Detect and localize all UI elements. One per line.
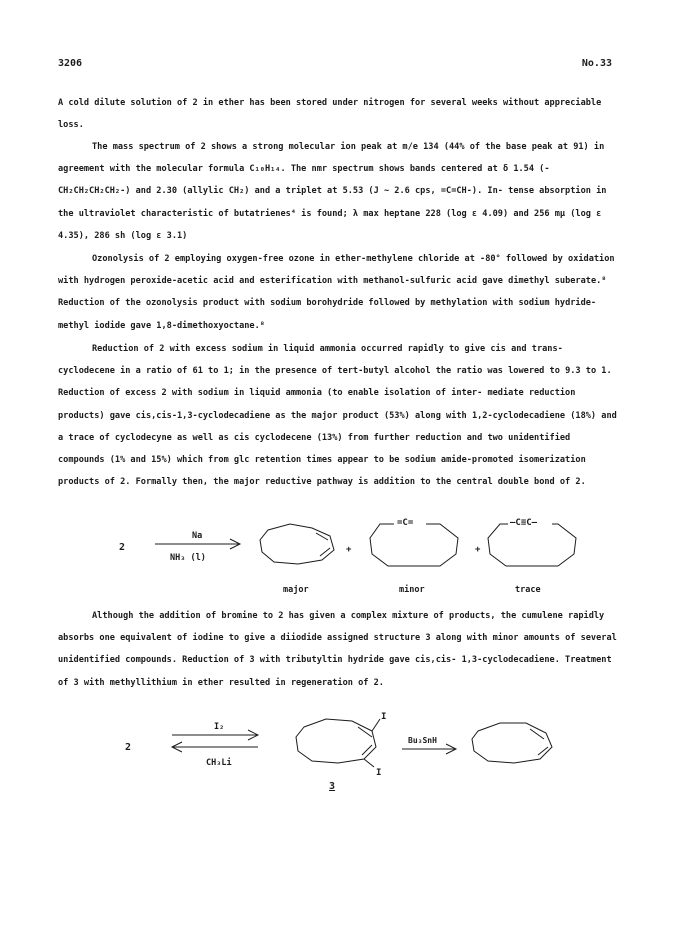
- bond-iodine: [372, 719, 380, 731]
- text-line: Reduction of 2 with excess sodium in liquid ammonia occurred rapidly to give cis and trans-: [92, 344, 563, 354]
- reactant-label: 2: [119, 542, 126, 553]
- paragraph-iodine: [58, 605, 618, 694]
- caption-minor: minor: [399, 585, 425, 595]
- text-line: sodium amide-promoted isomerization products of 2. Formally then, the major reductive pathway is: [58, 455, 586, 488]
- cyclodecadiene-allene-structure: [370, 524, 458, 566]
- iodination-scheme: [0, 705, 680, 795]
- text-line: tense absorption in the ultraviolet characteristic of butatrienes⁴ is found; λ max heptane 228 (log ε: [58, 186, 607, 219]
- bond-iodine: [364, 759, 374, 767]
- text-line: to 9.3 to 1. Reduction of excess 2 with sodium in liquid ammonia (to enable isolation of inter-: [58, 366, 612, 399]
- paragraph-ozonolysis: [58, 248, 618, 337]
- text-line: The mass spectrum of 2 shows a strong molecular ion peak at m/e 134 (44% of the base peak: [92, 142, 553, 152]
- reagent-ammonia: NH₃ (l): [170, 553, 206, 563]
- reagent-methyllithium: CH₃Li: [206, 758, 232, 768]
- double-bond: [538, 747, 548, 755]
- text-line: dimethyl suberate.⁸ Reduction of the ozonolysis product with sodium borohydride followed by: [58, 276, 607, 309]
- issue-number: No.33: [581, 58, 612, 69]
- cyclodecadiene-product: [472, 723, 552, 763]
- text-line: methylation with sodium hydride-methyl iodide gave 1,8-dimethoxyoctane.⁸: [58, 298, 597, 331]
- reagent-tributyltin: Bu₃SnH: [408, 736, 437, 745]
- cyclodecyne-structure: [488, 524, 576, 566]
- text-line: addition to the central double bond of 2.: [373, 477, 586, 488]
- page-number: 3206: [58, 58, 83, 69]
- reduction-scheme: [0, 510, 680, 600]
- text-line: A cold dilute solution of 2 in ether has been stored under nitrogen for several weeks without: [58, 98, 540, 108]
- text-line: appreciable loss.: [58, 98, 602, 131]
- caption-major: major: [283, 585, 309, 595]
- text-line: δ 1.54 (-CH₂CH₂CH₂CH₂-) and 2.30 (allylic CH₂) and a triplet at 5.53 (J ~ 2.6 cps, =C=CH-). In-: [58, 164, 550, 197]
- reagent-iodine: I₂: [214, 722, 225, 732]
- text-line: Although the addition of bromine to 2 has given a complex mixture of products, the cumulene: [92, 611, 563, 621]
- iodine-substituent: I: [381, 712, 387, 722]
- text-line: 4.09) and 256 mμ (log ε 4.35), 286 sh (log ε 3.1): [58, 208, 602, 241]
- double-bond: [362, 745, 372, 755]
- text-line: amounts of several unidentified compounds. Reduction of 3 with tributyltin hydride gave cis,cis-: [58, 633, 617, 666]
- iodine-substituent: I: [376, 768, 382, 778]
- text-line: cyclodecene in a ratio of 61 to 1; in the presence of tert-butyl alcohol the ratio was lowered: [58, 366, 545, 377]
- cyclodecadiene-structure: [260, 524, 334, 564]
- alkyne-label: —C≡C—: [510, 518, 538, 528]
- caption-trace: trace: [515, 585, 541, 595]
- allene-label: =C=: [397, 518, 414, 528]
- plus-sign: +: [475, 545, 481, 555]
- text-line: Ozonolysis of 2 employing oxygen-free ozone in ether-methylene chloride at -80° followed by: [92, 254, 563, 264]
- plus-sign: +: [346, 545, 352, 555]
- text-line: 1,2-cyclodecadiene (18%) and a trace of cyclodecyne as well as cis cyclodecene (13%) from further: [58, 410, 617, 443]
- compound-number: 3: [329, 781, 336, 792]
- paragraph-reduction: [58, 338, 618, 493]
- text-line: reduction and two unidentified compounds (1% and 15%) which from glc retention times appear to be: [58, 432, 571, 466]
- text-line: at 91) in agreement with the molecular formula C₁₀H₁₄. The nmr spectrum shows bands centered at: [58, 142, 605, 175]
- text-line: oxidation with hydrogen peroxide-acetic acid and esterification with methanol-sulfuric acid gave: [58, 254, 615, 287]
- text-line: mediate reduction products) gave cis,cis-1,3-cyclodecadiene as the major product (53%) along with: [58, 388, 576, 421]
- paragraph-storage: [58, 92, 618, 136]
- reagent-sodium: Na: [192, 531, 203, 541]
- double-bond: [358, 727, 372, 737]
- text-line: rapidly absorbs one equivalent of iodine to give a diiodide assigned structure 3 along with minor: [58, 611, 605, 644]
- text-line: 1,3-cyclodecadiene. Treatment of 3 with methyllithium in ether resulted in regeneration of 2.: [58, 655, 612, 688]
- reactant-label: 2: [125, 742, 132, 753]
- diiodide-structure: [296, 719, 376, 763]
- paragraph-spectra: [58, 136, 618, 247]
